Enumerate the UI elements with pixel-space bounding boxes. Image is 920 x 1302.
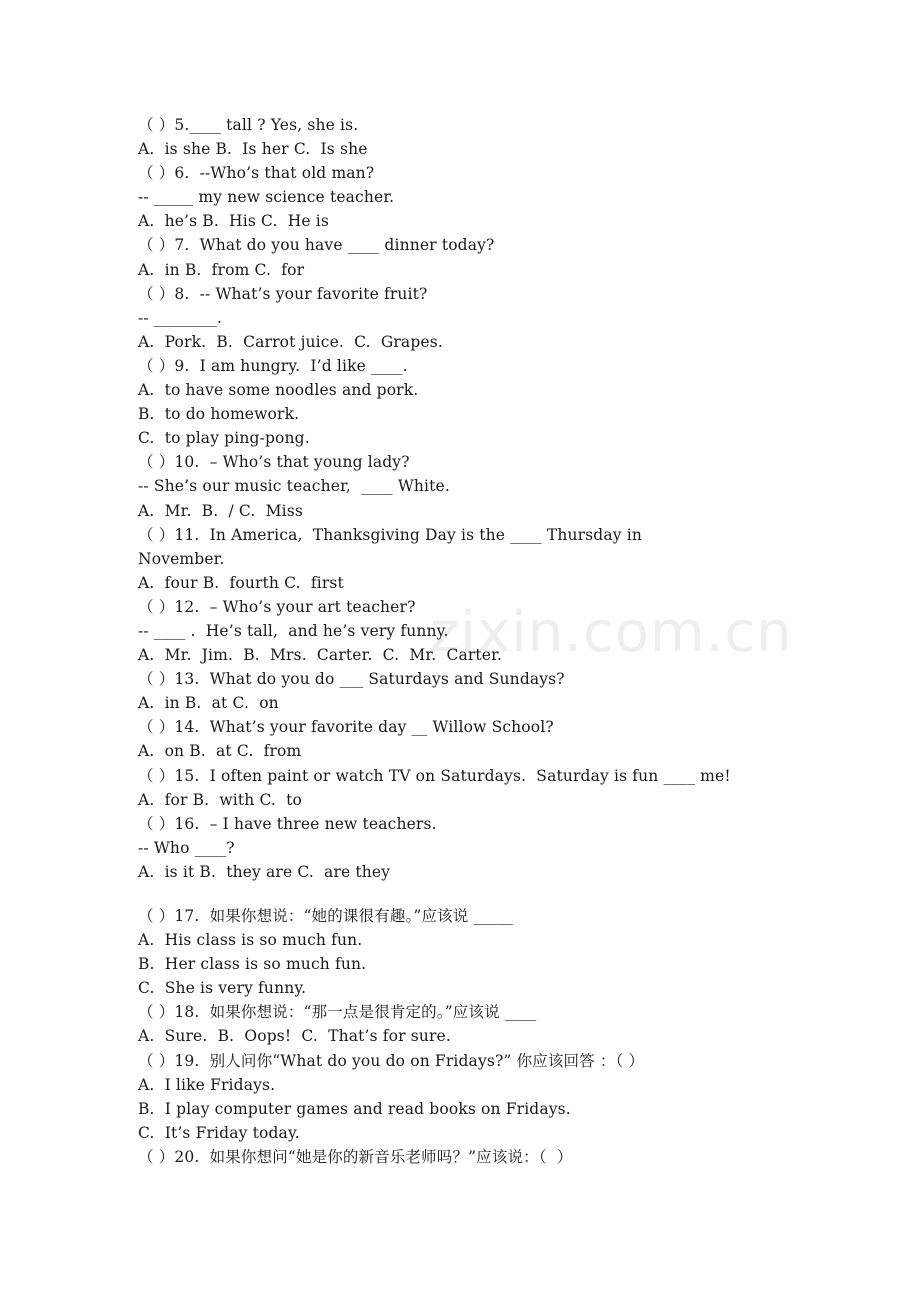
text-line: （ ）17. 如果你想说：“她的课很有趣。”应该说 _____ xyxy=(138,907,514,925)
text-line: A. four B. fourth C. first xyxy=(138,573,344,592)
text-line: （ ）14. What’s your favorite day __ Willow School? xyxy=(138,718,554,737)
text-line: （ ）13. What do you do ___ Saturdays and Sundays? xyxy=(138,670,565,689)
text-line: C. She is very funny. xyxy=(138,979,307,998)
text-line: A. on B. at C. from xyxy=(138,742,302,761)
text-line: （ ）7. What do you have ____ dinner today? xyxy=(138,236,495,255)
text-line: （ ）5.____ tall ? Yes, she is. xyxy=(138,116,359,134)
text-line: （ ）18. 如果你想说：“那一点是很肯定的。”应该说 ____ xyxy=(138,1003,537,1022)
text-line: C. It’s Friday today. xyxy=(138,1123,300,1142)
text-line: B. to do homework. xyxy=(138,405,300,424)
text-line: -- _____ my new science teacher. xyxy=(138,188,395,207)
text-line: （ ）16. – I have three new teachers. xyxy=(138,814,437,833)
text-line: （ ）20. 如果你想问“她是你的新音乐老师吗？”应该说：（ ） xyxy=(138,1147,573,1166)
text-line: A. Mr. Jim. B. Mrs. Carter. C. Mr. Carter. xyxy=(138,646,503,665)
text-line: A. is it B. they are C. are they xyxy=(138,862,391,881)
text-line: A. he’s B. His C. He is xyxy=(138,212,329,231)
text-line: （ ）9. I am hungry. I’d like ____. xyxy=(138,356,408,375)
text-line: November. xyxy=(138,549,225,568)
text-line: （ ）10. – Who’s that young lady? xyxy=(138,453,410,472)
text-line: （ ）12. – Who’s your art teacher? xyxy=(138,597,416,616)
text-line: （ ）19. 别人问你“What do you do on Fridays?” 你应该回答 ：（ ） xyxy=(138,1051,645,1070)
text-line: （ ）11. In America, Thanksgiving Day is the ____ Thursday in xyxy=(138,525,642,544)
text-line: -- ____ . He’s tall, and he’s very funny. xyxy=(138,621,449,640)
text-line: C. to play ping-pong. xyxy=(138,429,310,448)
text-line: A. His class is so much fun. xyxy=(138,931,363,950)
text-line: B. Her class is so much fun. xyxy=(138,955,367,974)
questions-5-16 xyxy=(138,113,898,884)
text-line: A. Mr. B. / C. Miss xyxy=(138,501,303,520)
text-line: （ ）6. --Who’s that old man? xyxy=(138,164,375,183)
text-line: A. I like Fridays. xyxy=(138,1075,276,1094)
text-line: A. Sure. B. Oops! C. That’s for sure. xyxy=(138,1027,451,1046)
text-line: A. for B. with C. to xyxy=(138,790,303,809)
document-page xyxy=(138,113,898,1169)
section-gap xyxy=(138,884,898,904)
text-line: A. in B. at C. on xyxy=(138,694,279,713)
text-line: -- Who ____? xyxy=(138,838,235,857)
text-line: A. in B. from C. for xyxy=(138,260,305,279)
text-line: A. Pork. B. Carrot juice. C. Grapes. xyxy=(138,332,443,351)
text-line: A. is she B. Is her C. Is she xyxy=(138,140,368,159)
text-line: （ ）8. -- What’s your favorite fruit? xyxy=(138,284,428,303)
questions-17-20 xyxy=(138,904,898,1169)
text-line: A. to have some noodles and pork. xyxy=(138,381,419,400)
watermark: zixin.com.cn xyxy=(430,600,793,665)
text-line: （ ）15. I often paint or watch TV on Saturdays. Saturday is fun ____ me! xyxy=(138,766,731,785)
text-line: B. I play computer games and read books on Fridays. xyxy=(138,1099,571,1118)
text-line: -- ________. xyxy=(138,308,223,327)
text-line: -- She’s our music teacher, ____ White. xyxy=(138,477,450,496)
